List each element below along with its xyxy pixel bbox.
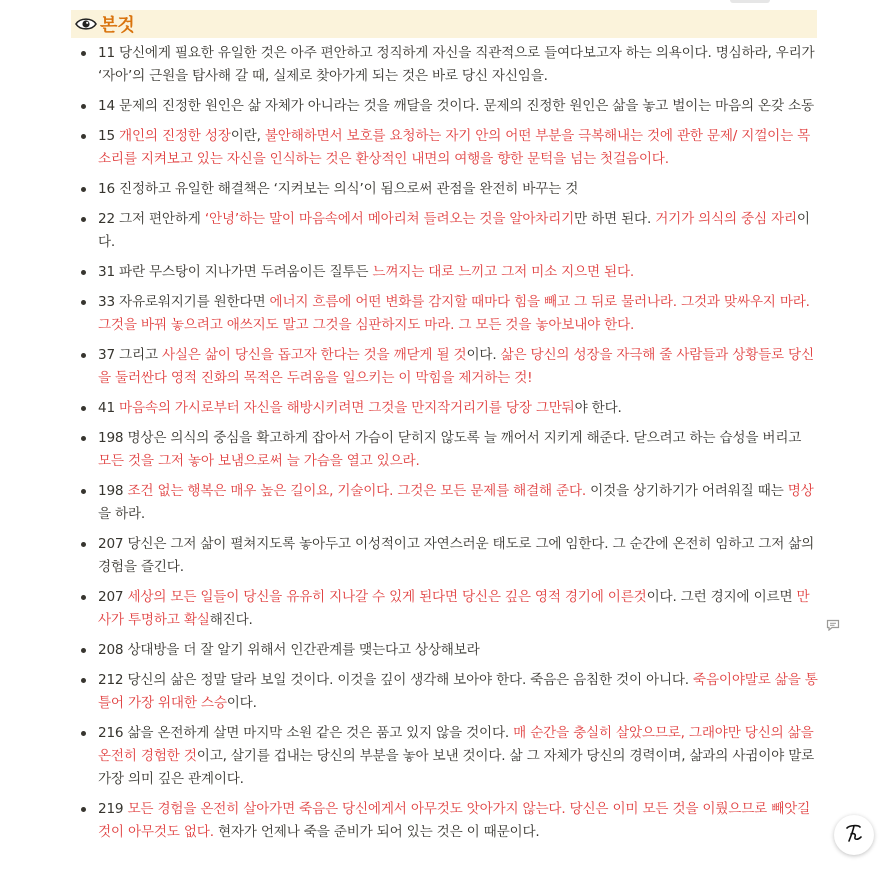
item-text: 이다. — [226, 695, 257, 711]
item-text: 212 당신의 삶은 정말 달라 보일 것이다. 이것을 깊이 생각해 보아야 한다. 죽음은 음침한 것이 아니다. — [98, 672, 694, 688]
list-item — [78, 533, 818, 579]
list-item — [78, 669, 818, 715]
item-text: 33 자유로워지기를 원한다면 — [98, 294, 270, 310]
list-item — [78, 178, 818, 201]
highlighted-text: 죽음이야말로 삶을 통틀어 가장 위대한 스승 — [98, 672, 818, 711]
list-item — [78, 261, 818, 284]
list-item — [78, 344, 818, 390]
item-text: 41 — [98, 400, 120, 416]
item-text: 해진다. — [209, 612, 253, 628]
highlighted-text: 사실은 삶이 당신을 돕고자 한다는 것을 깨닫게 될 것 — [161, 347, 467, 363]
item-text: 207 — [98, 589, 128, 605]
list-item — [78, 427, 818, 473]
item-text: 이고, 살기를 겁내는 당신의 부분을 놓아 보낸 것이다. 삶 그 자체가 당신의 경력이며, 삶과의 사귐이야 말로 가장 의미 깊은 관계이다. — [98, 748, 815, 787]
item-text: 이것을 상기하기가 어려워질 때는 — [586, 483, 788, 499]
item-text: 14 문제의 진정한 원인은 삶 자체가 아니라는 것을 깨달을 것이다. 문제의 진정한 원인은 삶을 놓고 벌이는 마음의 온갖 소동 — [98, 98, 814, 114]
item-text: 207 당신은 그저 삶이 펼쳐지도록 놓아두고 이성적이고 자연스러운 태도로 그에 임한다. 그 순간에 온전히 임하고 그저 삶의 경험을 즐긴다. — [98, 536, 815, 575]
item-text: 현자가 언제나 죽을 준비가 되어 있는 것은 이 때문이다. — [213, 824, 540, 840]
item-text: 야 한다. — [574, 400, 622, 416]
eye-icon — [75, 16, 97, 32]
highlighted-text: 에너지 흐름에 어떤 변화를 감지할 때마다 힘을 빼고 그 뒤로 물러나라. 그것과 맞싸우지 마라. 그것을 바꿔 놓으려고 애쓰지도 말고 그것을 심판하지도 마라. 그 모든 것을 놓아보내야 한다. — [98, 294, 810, 333]
item-text: 이다. 그런 경지에 이르면 — [646, 589, 797, 605]
item-text: 216 삶을 온전하게 살면 마지막 소원 같은 것은 품고 있지 않을 것이다. — [98, 725, 514, 741]
item-text: 198 — [98, 483, 128, 499]
list-item — [78, 95, 818, 118]
list-item — [78, 42, 818, 88]
highlighted-text: 거기가 의식의 중심 자리 — [655, 211, 797, 227]
item-text: 31 파란 무스탕이 지나가면 두려움이든 질투든 — [98, 264, 373, 280]
item-text: 15 — [98, 128, 120, 144]
highlighted-text: 개인의 진정한 성장 — [119, 128, 231, 144]
highlighted-text: 모든 경험을 온전히 살아가면 죽음은 당신에게서 아무것도 앗아가지 않는다. 당신은 이미 모든 것을 이뤘으므로 빼앗길 것이 아무것도 없다. — [98, 801, 810, 840]
item-text: 이란, — [230, 128, 265, 144]
list-item — [78, 291, 818, 337]
list-item — [78, 208, 818, 254]
item-text: 37 그리고 — [98, 347, 162, 363]
list-item — [78, 125, 818, 171]
list-item — [78, 397, 818, 420]
highlighted-text: 만사가 투명하고 확실 — [98, 589, 810, 628]
item-text: 219 — [98, 801, 128, 817]
item-text: 198 명상은 의식의 중심을 확고하게 잡아서 가슴이 닫히지 않도록 늘 깨어서 지키게 해준다. 닫으려고 하는 습성을 버리고 — [98, 430, 802, 446]
highlighted-text: ‘안녕’하는 말이 마음속에서 메아리쳐 들려오는 것을 알아차리기 — [204, 211, 575, 227]
highlighted-text: 명상 — [787, 483, 814, 499]
highlighted-text: 세상의 모든 일들이 당신을 유유히 지나갈 수 있게 된다면 당신은 깊은 영적 경기에 이른것 — [127, 589, 647, 605]
item-text: 16 진정하고 유일한 해결책은 ‘지켜보는 의식’이 됨으로써 관점을 완전히 바꾸는 것 — [98, 181, 579, 197]
highlighted-text: 조건 없는 행복은 매우 높은 길이요, 기술이다. 그것은 모든 문제를 해결해 준다. — [127, 483, 587, 499]
item-text: 22 그저 편안하게 — [98, 211, 205, 227]
highlighted-text: 느껴지는 대로 느끼고 그저 미소 지으면 된다. — [372, 264, 635, 280]
item-text: 이다. — [466, 347, 501, 363]
highlighted-text: 불안해하면서 보호를 요청하는 자기 안의 어떤 부분을 극복해내는 것에 관한 문제/ 지껄이는 목소리를 지켜보고 있는 자신을 인식하는 것은 환상적인 내면의 여행을 향한 문턱을 넘는 첫걸음이다. — [98, 128, 811, 167]
section-heading — [71, 10, 817, 38]
quote-list — [78, 42, 818, 851]
list-item — [78, 722, 818, 791]
item-text: 208 상대방을 더 잘 알기 위해서 인간관계를 맺는다고 상상해보라 — [98, 642, 480, 658]
list-item — [78, 480, 818, 526]
comment-icon[interactable] — [826, 616, 840, 628]
highlighted-text: 매 순간을 충실히 살았으므로, 그래야만 당신의 삶을 온전히 경험한 것 — [98, 725, 814, 764]
highlighted-text: 모든 것을 그저 놓아 보냄으로써 늘 가슴을 열고 있으라. — [98, 453, 420, 469]
item-text: 만 하면 된다. — [574, 211, 656, 227]
heading-title: 본것 — [100, 15, 135, 36]
handwriting-button[interactable] — [834, 815, 874, 855]
highlighted-text: 삶은 당신의 성장을 자극해 줄 사람들과 상황들로 당신을 둘러싼다 영적 진화의 목적은 두려움을 일으키는 이 막힘을 제거하는 것! — [98, 347, 814, 386]
top-bar-handle — [730, 0, 770, 3]
item-text: 11 당신에게 필요한 유일한 것은 아주 편안하고 정직하게 자신을 직관적으로 들여다보고자 하는 의욕이다. 명심하라, 우리가 ‘자아’의 근원을 탐사해 갈 때, 실제로 찾아가게 되는 것은 바로 당신 자신임을. — [98, 45, 815, 84]
list-item — [78, 639, 818, 662]
item-text: 을 하라. — [98, 506, 146, 522]
list-item — [78, 586, 818, 632]
handwriting-icon — [843, 822, 865, 848]
highlighted-text: 마음속의 가시로부터 자신을 해방시키려면 그것을 만지작거리기를 당장 그만둬 — [119, 400, 575, 416]
list-item — [78, 798, 818, 844]
item-text: 이다. — [98, 211, 810, 250]
